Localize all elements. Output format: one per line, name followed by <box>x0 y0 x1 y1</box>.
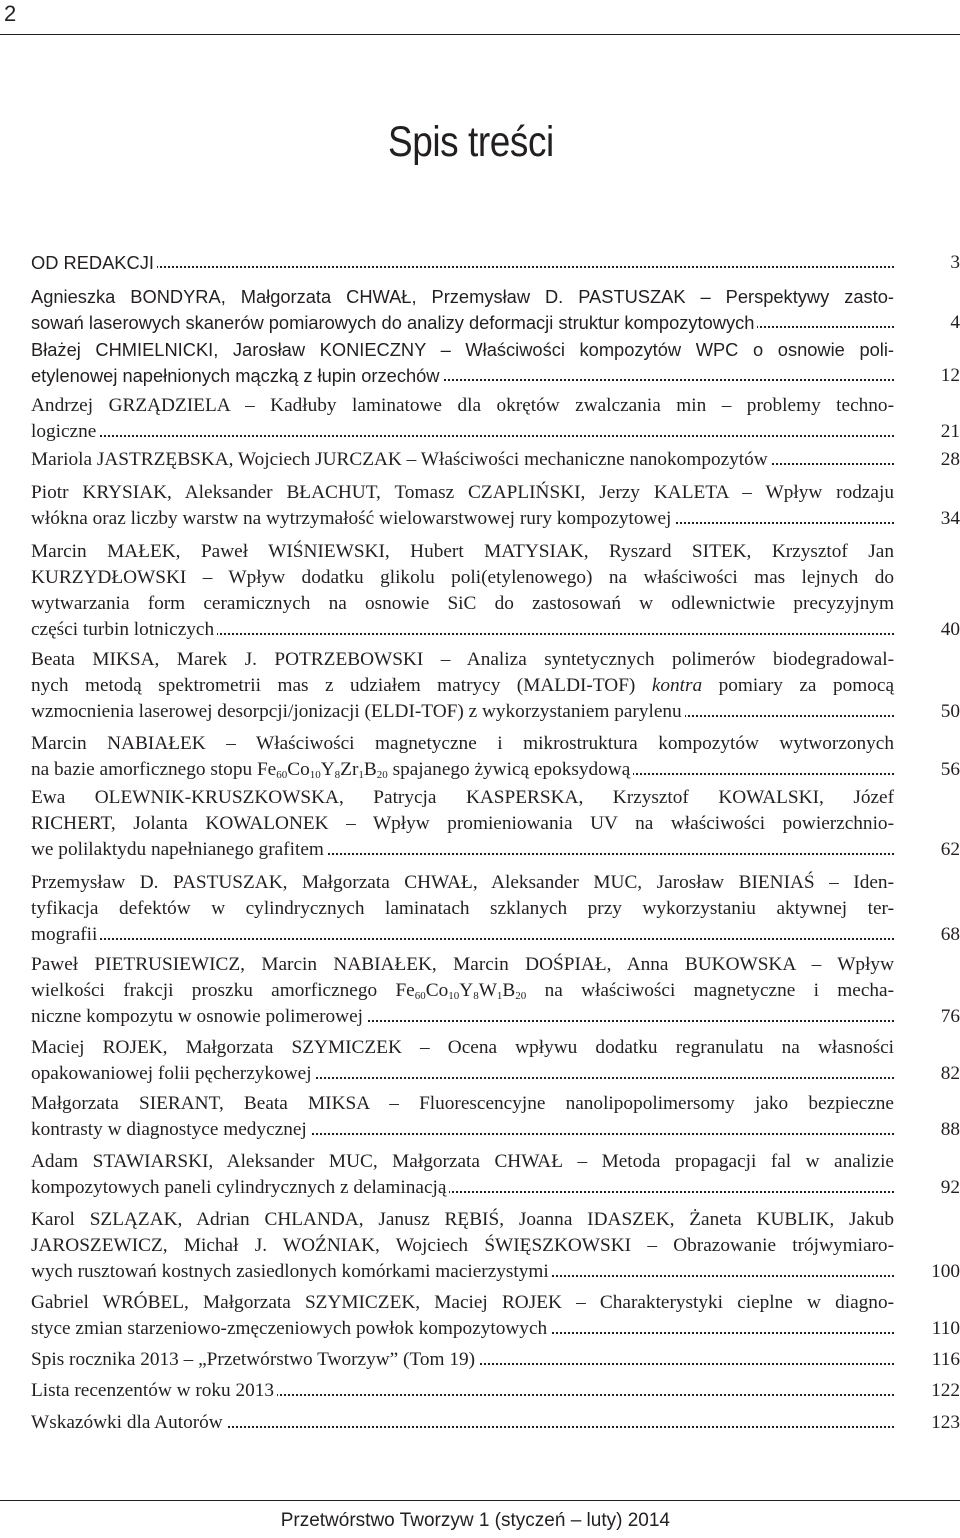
toc-page-number: 100 <box>931 1261 960 1282</box>
toc-page-number: 68 <box>940 924 960 945</box>
toc-entry-last-text: części turbin lotniczych <box>31 619 217 640</box>
toc-entry-text <box>31 1347 894 1373</box>
toc-entry-line: Marcin NABIAŁEK – Właściwości magnetyczne i mikrostruktura kompozytów wytworzonych <box>31 733 894 754</box>
toc-entry-last-line <box>31 1004 894 1030</box>
toc-entry-last-line <box>31 447 894 473</box>
toc-entry[interactable] <box>31 731 960 783</box>
toc-page-number: 110 <box>931 1318 960 1339</box>
toc-entry-line: Ewa OLEWNIK-KRUSZKOWSKA, Patrycja KASPERSKA, Krzysztof KOWALSKI, Józef <box>31 787 894 808</box>
toc-page-number: 76 <box>940 1006 960 1027</box>
toc-entry-last-line <box>31 310 894 336</box>
toc-entry-last-line <box>31 837 894 863</box>
toc-entry[interactable] <box>31 1207 960 1285</box>
toc-entry[interactable] <box>31 1347 960 1373</box>
toc-entry-line: Marcin MAŁEK, Paweł WIŚNIEWSKI, Hubert MATYSIAK, Ryszard SITEK, Krzysztof Jan <box>31 541 894 562</box>
toc-entry-line: RICHERT, Jolanta KOWALONEK – Wpływ promieniowania UV na właściwości powierzchnio- <box>31 813 894 834</box>
toc-entry-line: Gabriel WRÓBEL, Małgorzata SZYMICZEK, Maciej ROJEK – Charakterystyki cieplne w diagno- <box>31 1292 894 1313</box>
toc-entry[interactable] <box>31 250 960 276</box>
toc-entry[interactable] <box>31 1149 960 1201</box>
toc-entry-last-text: niczne kompozytu w osnowie polimerowej <box>31 1006 366 1027</box>
toc-entry-text <box>31 250 894 276</box>
toc-entry[interactable] <box>31 447 960 473</box>
toc-entry-text <box>31 447 894 473</box>
toc-page-number: 34 <box>940 508 960 529</box>
toc-page-number: 123 <box>931 1412 960 1433</box>
toc-entry[interactable] <box>31 785 960 863</box>
toc-page-number: 122 <box>931 1380 960 1401</box>
toc-entry-text <box>31 647 894 725</box>
toc-entry-last-text: Wskazówki dla Autorów <box>31 1412 226 1433</box>
toc-entry-last-text: mografii <box>31 924 100 945</box>
toc-entry-last-text: włókna oraz liczby warstw na wytrzymałość wielowarstwowej rury kompozytowej <box>31 508 674 529</box>
toc-entry-text <box>31 1378 894 1404</box>
toc-entry-last-text: na bazie amorficznego stopu $Fe_{60}Co_{10}Y_8Zr_1B_{20}$ spajanego żywicą epoksydową <box>31 759 633 780</box>
toc-page-number: 82 <box>940 1063 960 1084</box>
page-number: 2 <box>4 1 17 26</box>
toc-entry-last-line <box>31 250 894 276</box>
toc-page-number: 50 <box>940 701 960 722</box>
toc-entry[interactable] <box>31 1091 960 1143</box>
toc-entry-last-line <box>31 1061 894 1087</box>
toc-entry[interactable] <box>31 284 960 336</box>
toc-entry-line: nych metodą spektrometrii mas z udziałem matrycy (MALDI-TOF) kontra pomiary za pomocą <box>31 675 894 696</box>
toc-entry-last-text: kontrasty w diagnostyce medycznej <box>31 1119 310 1140</box>
toc-entry[interactable] <box>31 647 960 725</box>
toc-entry-text <box>31 1149 894 1201</box>
toc-entry-line: Małgorzata SIERANT, Beata MIKSA – Fluorescencyjne nanolipopolimersomy jako bezpieczne <box>31 1093 894 1114</box>
toc-entry-line: Błażej CHMIELNICKI, Jarosław KONIECZNY – Właściwości kompozytów WPC o osnowie poli- <box>31 339 894 360</box>
header-rule <box>0 34 960 35</box>
toc-entry-text <box>31 785 894 863</box>
toc-entry-text <box>31 731 894 783</box>
toc-entry-line: Agnieszka BONDYRA, Małgorzata CHWAŁ, Przemysław D. PASTUSZAK – Perspektywy zasto- <box>31 286 894 307</box>
toc-entry-text <box>31 870 894 948</box>
toc-entry-last-line <box>31 1175 894 1201</box>
toc-entry-line: tyfikacja defektów w cylindrycznych laminatach szklanych przy wykorzystaniu aktywnej ter- <box>31 898 894 919</box>
toc-entry[interactable] <box>31 337 960 389</box>
toc-entry-line: Maciej ROJEK, Małgorzata SZYMICZEK – Ocena wpływu dodatku regranulatu na własności <box>31 1037 894 1058</box>
toc-entry-line: Andrzej GRZĄDZIELA – Kadłuby laminatowe dla okrętów zwalczania min – problemy techno- <box>31 395 894 416</box>
toc-entry-line: Przemysław D. PASTUSZAK, Małgorzata CHWAŁ, Aleksander MUC, Jarosław BIENIAŚ – Iden- <box>31 872 894 893</box>
toc-entry-last-line <box>31 1316 894 1342</box>
toc-entry-last-text: opakowaniowej folii pęcherzykowej <box>31 1063 315 1084</box>
toc-entry-last-line <box>31 617 894 643</box>
toc-entry[interactable] <box>31 870 960 948</box>
toc-page-number: 56 <box>940 759 960 780</box>
toc-entry-last-text: etylenowej napełnionych mączką z łupin orzechów <box>31 365 443 386</box>
toc-entry-line: Karol SZLĄZAK, Adrian CHLANDA, Janusz RĘBIŚ, Joanna IDASZEK, Żaneta KUBLIK, Jakub <box>31 1209 894 1230</box>
toc-entry-text <box>31 1290 894 1342</box>
footer-rule <box>0 1500 960 1501</box>
toc-page-number: 40 <box>940 619 960 640</box>
toc-entry-last-line <box>31 419 894 445</box>
footer-text: Przetwórstwo Tworzyw 1 (styczeń – luty) 2014 <box>280 1510 670 1531</box>
toc-entry-line: wielkości frakcji proszku amorficznego $Fe_{60}Co_{10}Y_8W_1B_{20}$ na właściwości magnetyczne i mecha- <box>31 980 894 1002</box>
toc-entry-text <box>31 1207 894 1285</box>
toc-entry-last-text: Lista recenzentów w roku 2013 <box>31 1380 277 1401</box>
toc-entry[interactable] <box>31 952 960 1030</box>
toc-page-number: 3 <box>950 252 960 273</box>
toc-entry[interactable] <box>31 1290 960 1342</box>
toc-entry-line: Paweł PIETRUSIEWICZ, Marcin NABIAŁEK, Marcin DOŚPIAŁ, Anna BUKOWSKA – Wpływ <box>31 954 894 975</box>
toc-entry-text <box>31 539 894 643</box>
toc-entry-text <box>31 1035 894 1087</box>
toc-entry-last-line <box>31 1378 894 1404</box>
toc-entry-last-line <box>31 1259 894 1285</box>
toc-page-number: 116 <box>931 1349 960 1370</box>
toc-entry-last-text: kompozytowych paneli cylindrycznych z delaminacją <box>31 1177 449 1198</box>
toc-entry-last-text: styce zmian starzeniowo-zmęczeniowych powłok kompozytowych <box>31 1318 550 1339</box>
toc-entry-text <box>31 393 894 445</box>
toc-entry[interactable] <box>31 1035 960 1087</box>
toc-entry-last-text: Spis rocznika 2013 – „Przetwórstwo Tworzyw” (Tom 19) <box>31 1349 478 1370</box>
toc-entry-line: Adam STAWIARSKI, Aleksander MUC, Małgorzata CHWAŁ – Metoda propagacji fal w analizie <box>31 1151 894 1172</box>
toc-entry-line: Beata MIKSA, Marek J. POTRZEBOWSKI – Analiza syntetycznych polimerów biodegradowal- <box>31 649 894 670</box>
toc-entry-line: KURZYDŁOWSKI – Wpływ dodatku glikolu poli(etylenowego) na właściwości mas lejnych do <box>31 567 894 588</box>
toc-entry[interactable] <box>31 480 960 532</box>
toc-page-number: 28 <box>940 449 960 470</box>
toc-entry-last-text: wych rusztowań kostnych zasiedlonych komórkami macierzystymi <box>31 1261 552 1282</box>
toc-entry-last-line <box>31 922 894 948</box>
toc-entry-text <box>31 480 894 532</box>
toc-page-number: 92 <box>940 1177 960 1198</box>
toc-entry-last-text: wzmocnienia laserowej desorpcji/jonizacji (ELDI-TOF) z wykorzystaniem parylenu <box>31 701 685 722</box>
toc-entry-last-text: OD REDAKCJI <box>31 252 157 273</box>
toc-entry-last-text: we polilaktydu napełnianego grafitem <box>31 839 327 860</box>
toc-entry-text <box>31 952 894 1030</box>
toc-page-number: 88 <box>940 1119 960 1140</box>
dot-leader <box>31 435 894 437</box>
toc-entry-last-line <box>31 506 894 532</box>
toc-entry[interactable] <box>31 393 960 445</box>
toc-entry-last-line <box>31 1410 894 1436</box>
toc-entry-text <box>31 1410 894 1436</box>
toc-entry-line: wytwarzania form ceramicznych na osnowie SiC do zastosowań w odlewnictwie precyzyjnym <box>31 593 894 614</box>
toc-page-number: 4 <box>950 312 960 333</box>
dot-leader <box>31 938 894 940</box>
toc-entry-text <box>31 284 894 336</box>
toc-entry-last-line <box>31 1347 894 1373</box>
toc-page-number: 21 <box>940 421 960 442</box>
toc-entry-last-text: logiczne <box>31 421 99 442</box>
toc-entry-text <box>31 1091 894 1143</box>
toc-entry-last-line <box>31 699 894 725</box>
dot-leader <box>31 266 894 268</box>
page-title: Spis treści <box>388 118 554 166</box>
toc-page-number: 62 <box>940 839 960 860</box>
toc-entry[interactable] <box>31 539 960 643</box>
toc-page-number: 12 <box>940 365 960 386</box>
toc-entry-line: JAROSZEWICZ, Michał J. WOŹNIAK, Wojciech ŚWIĘSZKOWSKI – Obrazowanie trójwymiaro- <box>31 1235 894 1256</box>
toc-entry-last-text: Mariola JASTRZĘBSKA, Wojciech JURCZAK – Właściwości mechaniczne nanokompozytów <box>31 449 771 470</box>
toc-entry-last-line <box>31 757 894 783</box>
toc-entry-last-line <box>31 1117 894 1143</box>
toc-entry[interactable] <box>31 1410 960 1436</box>
toc-entry-last-text: sowań laserowych skanerów pomiarowych do analizy deformacji struktur kompozytowych <box>31 312 757 333</box>
toc-entry-last-line <box>31 363 894 389</box>
toc-entry-line: Piotr KRYSIAK, Aleksander BŁACHUT, Tomasz CZAPLIŃSKI, Jerzy KALETA – Wpływ rodzaju <box>31 482 894 503</box>
toc-entry[interactable] <box>31 1378 960 1404</box>
toc-entry-text <box>31 337 894 389</box>
